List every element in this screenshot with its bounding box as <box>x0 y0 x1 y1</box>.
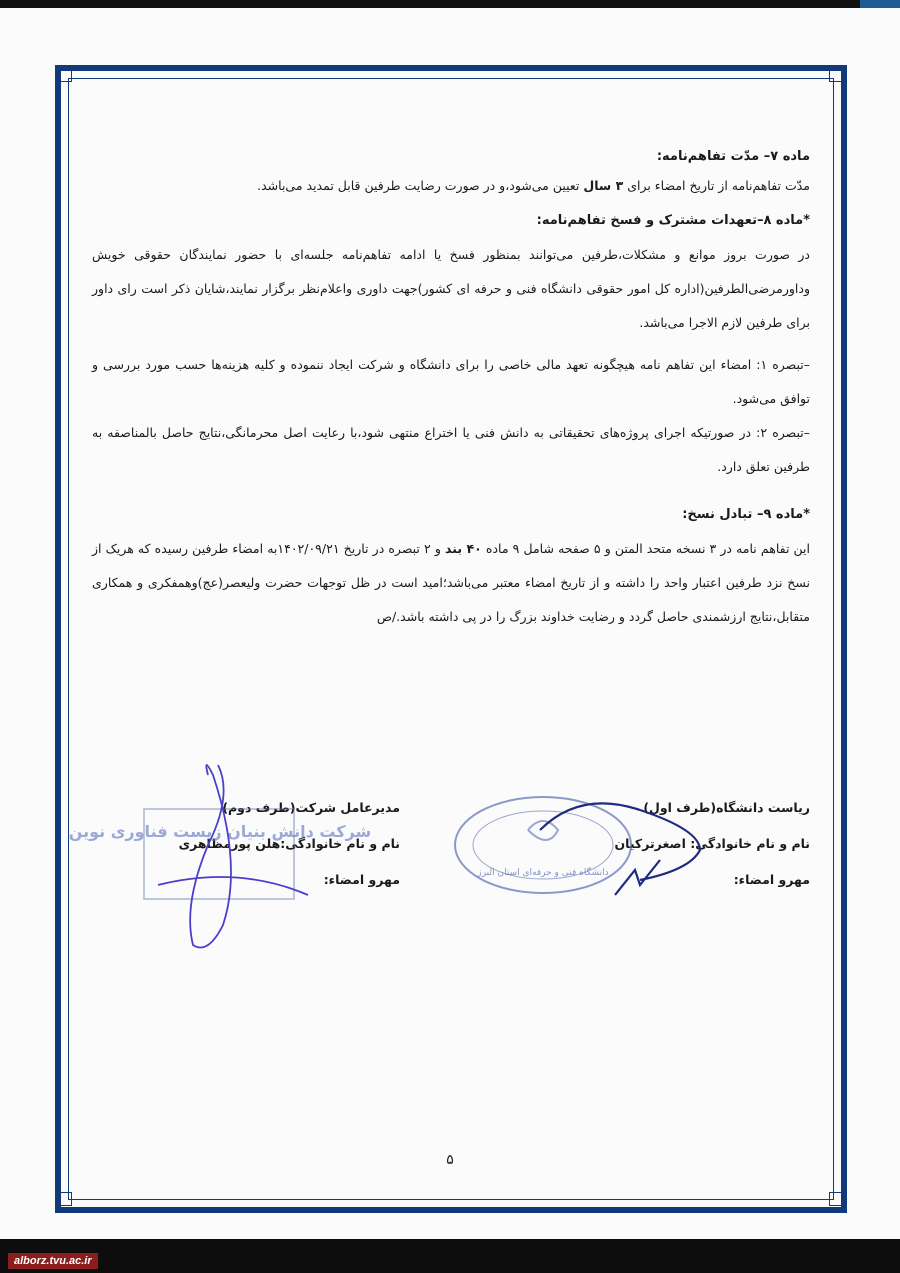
first-party-title: ریاست دانشگاه(طرف اول) <box>643 800 810 815</box>
second-party-name: نام و نام خانوادگی:هلن پورمظاهری <box>178 836 400 851</box>
article7-text-before: مدّت تفاهم‌نامه از تاریخ امضاء برای <box>623 178 810 193</box>
article7-text-after: تعیین می‌شود،و در صورت رضایت طرفین قابل تمدید می‌باشد. <box>257 178 584 193</box>
article9-body <box>92 532 810 634</box>
second-party-title: مدیرعامل شرکت(طرف دوم) <box>222 800 400 815</box>
article9-bold-clause: ۴۰ بند <box>445 541 482 556</box>
article8-note1: –تبصره ۱: امضاء این تفاهم نامه هیچگونه تعهد مالی خاصی را برای دانشگاه و شرکت ایجاد ننموده و کلیه هزینه‌ها حسب مورد بررسی و توافق می‌شود. <box>92 357 810 406</box>
article7-duration: ۳ سال <box>583 178 624 193</box>
border-corner-top-right <box>829 68 843 82</box>
article9-part2: و ۲ تبصره در تاریخ ۱۴۰۲/۰۹/۲۱به امضاء طرفین رسیده که هریک از نسخ نزد طرفین اعتبار واحد را داشته و از تاریخ امضاء معتبر می‌باشد؛امید است در ظل توجهات حضرت ولیعصر(عج)وهمفکری و همکاری متقابل،نتایج ارزشمندی حاصل گردد و رضایت خداوند بزرگ را در پی داشته باشد./ص <box>92 541 810 624</box>
first-party-seal-label: مهرو امضاء: <box>733 872 810 887</box>
article7-text <box>92 174 810 198</box>
second-party-seal-label: مهرو امضاء: <box>323 872 400 887</box>
article7-heading: ماده ۷– مدّت تفاهم‌نامه: <box>656 149 810 164</box>
first-party-name: نام و نام خانوادگی: اصغرترکیان <box>614 836 810 851</box>
article8-note2: –تبصره ۲: در صورتیکه اجرای پروژه‌های تحقیقاتی به دانش فنی یا اختراع منتهی شود،با رعایت اصل محرمانگی،نتایج حاصل بالمناصفه به طرفین تعلق دارد. <box>92 425 810 474</box>
company-stamp-text: شرکت دانش بنیان زیست فناوری نوین <box>68 822 372 841</box>
page-number: ۵ <box>446 1152 454 1168</box>
border-corner-bottom-left <box>58 1192 72 1206</box>
article9-heading: *ماده ۹– تبادل نسخ: <box>682 507 810 522</box>
second-party-signature <box>148 755 328 955</box>
footer-bar <box>0 1239 900 1273</box>
top-edge-tab <box>860 0 900 8</box>
university-stamp-text: دانشگاه فنی و حرفه‌ای استان البرز <box>477 868 609 878</box>
border-corner-top-left <box>58 68 72 82</box>
article9-part1: این تفاهم نامه در ۳ نسخه متحد المتن و ۵ صفحه شامل ۹ ماده <box>481 541 811 556</box>
top-edge-bar <box>0 0 900 8</box>
footer-url[interactable]: alborz.tvu.ac.ir <box>8 1253 98 1269</box>
first-party-signature <box>520 790 720 900</box>
border-corner-bottom-right <box>829 1192 843 1206</box>
article8-heading: *ماده ۸–تعهدات مشترک و فسخ تفاهم‌نامه: <box>536 213 810 228</box>
document-body <box>92 140 810 634</box>
article8-body: در صورت بروز موانع و مشکلات،طرفین می‌توانند بمنظور فسخ یا ادامه تفاهم‌نامه جلسه‌ای با حضور نمایندگان حقوقی خویش وداورمرضی‌الطرفین(اداره کل امور حقوقی دانشگاه فنی و حرفه ای کشور)جهت داوری واعلام‌نظر برگزار نمایند،شایان ذکر است رای داور برای طرفین لازم الاجرا می‌باشد. <box>92 247 810 330</box>
